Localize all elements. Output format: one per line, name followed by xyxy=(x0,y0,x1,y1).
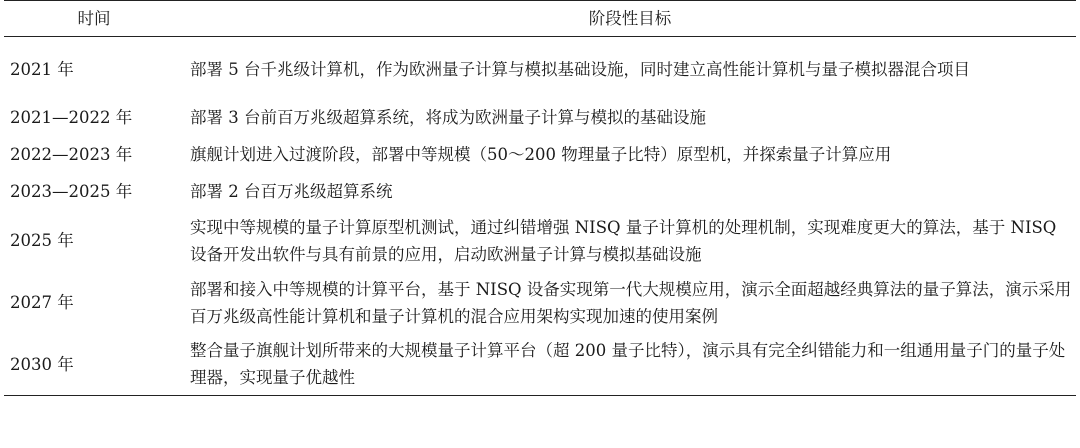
row-time: 2027 年 xyxy=(10,293,74,312)
table-row xyxy=(4,334,1076,396)
table-row xyxy=(4,210,1076,272)
header-time: 时间 xyxy=(4,1,184,37)
table-row xyxy=(4,99,1076,136)
row-goal: 部署和接入中等规模的计算平台，基于 NISQ 设备实现第一代大规模应用，演示全面超越经典算法的量子算法，演示采用百万兆级高性能计算机和量子计算机的混合应用架构实现加速的使用案例 xyxy=(190,279,1072,326)
row-goal: 部署 2 台百万兆级超算系统 xyxy=(190,181,393,201)
milestone-table xyxy=(4,0,1076,396)
row-time: 2022—2023 年 xyxy=(10,144,133,164)
table-header-row xyxy=(4,1,1076,37)
row-time: 2025 年 xyxy=(10,231,74,250)
row-goal: 部署 5 台千兆级计算机，作为欧洲量子计算与模拟基础设施，同时建立高性能计算机与量子模拟器混合项目 xyxy=(190,60,970,80)
table-row xyxy=(4,136,1076,173)
row-goal: 实现中等规模的量子计算原型机测试，通过纠错增强 NISQ 量子计算机的处理机制，实现难度更大的算法，基于 NISQ 设备开发出软件与具有前景的应用，启动欧洲量子计算与模拟基础设施 xyxy=(190,217,1057,264)
row-time: 2021 年 xyxy=(10,60,74,80)
row-goal: 部署 3 台前百万兆级超算系统，将成为欧洲量子计算与模拟的基础设施 xyxy=(190,107,706,127)
row-goal: 整合量子旗舰计划所带来的大规模量子计算平台（超 200 量子比特），演示具有完全纠错能力和一组通用量子门的量子处理器，实现量子优越性 xyxy=(184,334,1076,396)
row-time: 2021—2022 年 xyxy=(10,107,133,127)
table-row xyxy=(4,272,1076,334)
table-row xyxy=(4,37,1076,99)
row-time: 2023—2025 年 xyxy=(10,181,133,201)
table-row xyxy=(4,173,1076,210)
row-time: 2030 年 xyxy=(4,334,184,396)
header-goal: 阶段性目标 xyxy=(184,1,1076,37)
row-goal: 旗舰计划进入过渡阶段，部署中等规模（50～200 物理量子比特）原型机，并探索量子计算应用 xyxy=(190,144,892,164)
